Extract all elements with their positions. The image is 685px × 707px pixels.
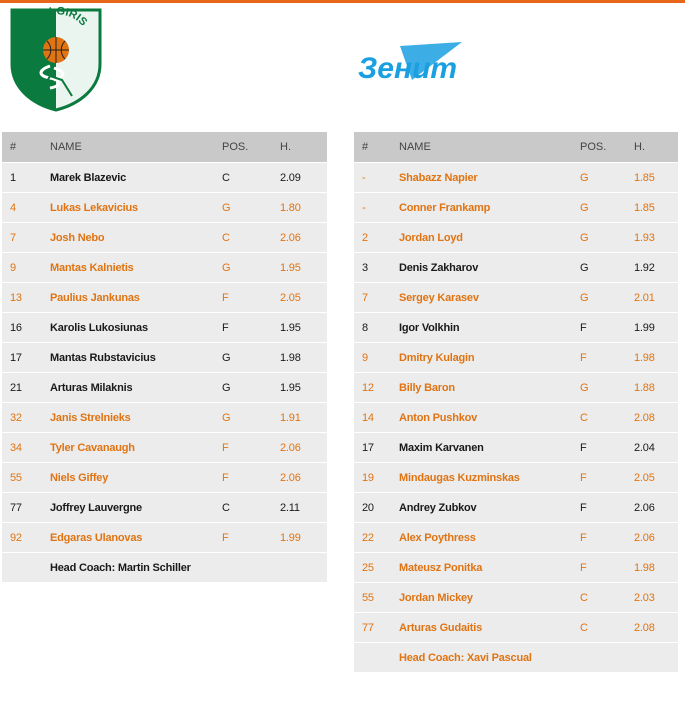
player-height: 1.95: [280, 373, 327, 403]
player-position: G: [222, 403, 280, 433]
player-number: 19: [354, 463, 399, 493]
player-number: 12: [354, 373, 399, 403]
player-number: 4: [2, 193, 50, 223]
player-row[interactable]: [354, 193, 678, 223]
player-number: 34: [2, 433, 50, 463]
player-height: 1.95: [280, 313, 327, 343]
player-row[interactable]: [354, 613, 678, 643]
player-height: 2.01: [634, 283, 678, 313]
player-number: 17: [2, 343, 50, 373]
player-position: G: [222, 193, 280, 223]
player-row[interactable]: [354, 163, 678, 193]
player-position: F: [222, 313, 280, 343]
player-height: 1.88: [634, 373, 678, 403]
player-row[interactable]: [354, 223, 678, 253]
player-height: 1.95: [280, 253, 327, 283]
player-name-link[interactable]: Mindaugas Kuzminskas: [399, 463, 580, 493]
player-row[interactable]: [354, 253, 678, 283]
player-height: 1.92: [634, 253, 678, 283]
player-height: 2.06: [280, 223, 327, 253]
player-name-link: Mantas Rubstavicius: [50, 343, 222, 373]
player-height: 2.06: [634, 523, 678, 553]
player-position: F: [580, 523, 634, 553]
player-number: 77: [2, 493, 50, 523]
player-name-link: Denis Zakharov: [399, 253, 580, 283]
player-position: G: [222, 373, 280, 403]
player-row[interactable]: [354, 553, 678, 583]
player-row[interactable]: [354, 463, 678, 493]
player-position: G: [580, 373, 634, 403]
player-number: 92: [2, 523, 50, 553]
player-name-link: Karolis Lukosiunas: [50, 313, 222, 343]
player-name-link[interactable]: Edgaras Ulanovas: [50, 523, 222, 553]
player-number: 77: [354, 613, 399, 643]
player-position: C: [580, 583, 634, 613]
player-position: F: [580, 553, 634, 583]
player-row[interactable]: [2, 403, 327, 433]
player-name-link[interactable]: Mateusz Ponitka: [399, 553, 580, 583]
player-name-link[interactable]: Conner Frankamp: [399, 193, 580, 223]
player-height: 2.04: [634, 433, 678, 463]
col-position-header[interactable]: POS.: [222, 132, 280, 163]
player-row[interactable]: [2, 373, 327, 403]
player-position: F: [222, 433, 280, 463]
player-position: C: [222, 223, 280, 253]
player-name-link[interactable]: Dmitry Kulagin: [399, 343, 580, 373]
player-row[interactable]: [2, 193, 327, 223]
player-position: C: [222, 493, 280, 523]
player-name-link[interactable]: Janis Strelnieks: [50, 403, 222, 433]
player-height: 2.06: [280, 463, 327, 493]
player-name-link: Andrey Zubkov: [399, 493, 580, 523]
player-name-link: Igor Volkhin: [399, 313, 580, 343]
player-position: F: [580, 433, 634, 463]
player-position: F: [222, 283, 280, 313]
zalgiris-shield-icon: [10, 6, 102, 112]
player-name-link[interactable]: Alex Poythress: [399, 523, 580, 553]
col-height-header[interactable]: H.: [280, 132, 327, 163]
player-name-link[interactable]: Paulius Jankunas: [50, 283, 222, 313]
col-name-header[interactable]: NAME: [50, 132, 222, 163]
head-coach-label[interactable]: Head Coach: Xavi Pascual: [399, 643, 678, 673]
player-row[interactable]: [354, 283, 678, 313]
player-position: G: [222, 343, 280, 373]
player-height: 1.85: [634, 163, 678, 193]
player-position: F: [580, 313, 634, 343]
player-position: C: [580, 403, 634, 433]
player-height: 2.06: [634, 493, 678, 523]
player-row[interactable]: [2, 163, 327, 193]
player-number: 55: [354, 583, 399, 613]
player-row[interactable]: [2, 493, 327, 523]
player-row[interactable]: [354, 343, 678, 373]
home-team-logo[interactable]: [10, 6, 102, 112]
player-height: 1.98: [634, 343, 678, 373]
player-height: 2.08: [634, 403, 678, 433]
player-position: G: [580, 223, 634, 253]
player-name-link: Marek Blazevic: [50, 163, 222, 193]
away-roster-body: [354, 163, 678, 673]
away-logo-text: Зенит: [358, 52, 458, 85]
player-name-link[interactable]: Anton Pushkov: [399, 403, 580, 433]
player-height: 1.80: [280, 193, 327, 223]
coach-spacer: [354, 643, 399, 673]
player-position: G: [222, 253, 280, 283]
player-number: 9: [354, 343, 399, 373]
player-row[interactable]: [354, 313, 678, 343]
player-height: 2.11: [280, 493, 327, 523]
player-number: -: [354, 163, 399, 193]
col-name-header[interactable]: NAME: [399, 132, 580, 163]
player-height: 2.08: [634, 613, 678, 643]
player-name-link: Arturas Milaknis: [50, 373, 222, 403]
player-name-link: Joffrey Lauvergne: [50, 493, 222, 523]
player-row[interactable]: [354, 583, 678, 613]
player-height: 2.03: [634, 583, 678, 613]
player-row[interactable]: [354, 403, 678, 433]
player-row[interactable]: [2, 463, 327, 493]
player-height: 1.99: [634, 313, 678, 343]
player-number: 32: [2, 403, 50, 433]
coach-row: [354, 643, 678, 673]
player-row[interactable]: [354, 373, 678, 403]
player-position: F: [580, 493, 634, 523]
player-number: 16: [2, 313, 50, 343]
player-number: 3: [354, 253, 399, 283]
player-name-link[interactable]: Lukas Lekavicius: [50, 193, 222, 223]
player-height: 2.05: [280, 283, 327, 313]
player-number: 2: [354, 223, 399, 253]
player-position: C: [222, 163, 280, 193]
head-coach-label: Head Coach: Martin Schiller: [50, 553, 327, 583]
player-position: G: [580, 193, 634, 223]
top-accent-bar: [0, 0, 685, 3]
col-position-header[interactable]: POS.: [580, 132, 634, 163]
player-name-link[interactable]: Billy Baron: [399, 373, 580, 403]
player-name-link[interactable]: Tyler Cavanaugh: [50, 433, 222, 463]
player-position: G: [580, 283, 634, 313]
coach-spacer: [2, 553, 50, 583]
player-height: 2.09: [280, 163, 327, 193]
home-logo-text: BC ŽALGIRIS: [18, 6, 90, 40]
player-name-link[interactable]: Jordan Loyd: [399, 223, 580, 253]
home-roster-body: [2, 163, 327, 583]
player-name-link[interactable]: Niels Giffey: [50, 463, 222, 493]
home-roster-header: [2, 132, 327, 163]
player-position: C: [580, 613, 634, 643]
player-number: 1: [2, 163, 50, 193]
player-row[interactable]: [2, 343, 327, 373]
player-height: 1.91: [280, 403, 327, 433]
player-row[interactable]: [2, 523, 327, 553]
player-position: F: [580, 343, 634, 373]
player-height: 1.99: [280, 523, 327, 553]
player-height: 1.98: [634, 553, 678, 583]
player-number: 13: [2, 283, 50, 313]
player-number: 8: [354, 313, 399, 343]
player-row[interactable]: [354, 523, 678, 553]
player-row[interactable]: [2, 313, 327, 343]
player-number: 7: [354, 283, 399, 313]
player-row[interactable]: [2, 253, 327, 283]
player-row[interactable]: [2, 223, 327, 253]
player-number: 25: [354, 553, 399, 583]
player-position: G: [580, 253, 634, 283]
coach-row: [2, 553, 327, 583]
player-number: 55: [2, 463, 50, 493]
player-height: 2.05: [634, 463, 678, 493]
player-number: 7: [2, 223, 50, 253]
player-number: 14: [354, 403, 399, 433]
player-number: 22: [354, 523, 399, 553]
away-team-logo[interactable]: [352, 36, 464, 90]
player-height: 1.85: [634, 193, 678, 223]
col-number-header[interactable]: #: [354, 132, 399, 163]
col-height-header[interactable]: H.: [634, 132, 678, 163]
player-number: 21: [2, 373, 50, 403]
zenit-logo-icon: [352, 36, 464, 90]
player-height: 1.98: [280, 343, 327, 373]
player-name-link[interactable]: Josh Nebo: [50, 223, 222, 253]
player-name-link[interactable]: Shabazz Napier: [399, 163, 580, 193]
player-number: 9: [2, 253, 50, 283]
away-roster-header: [354, 132, 678, 163]
col-number-header[interactable]: #: [2, 132, 50, 163]
player-row[interactable]: [354, 493, 678, 523]
player-number: -: [354, 193, 399, 223]
player-position: F: [222, 463, 280, 493]
player-row[interactable]: [354, 433, 678, 463]
player-name-link[interactable]: Jordan Mickey: [399, 583, 580, 613]
player-name-link[interactable]: Mantas Kalnietis: [50, 253, 222, 283]
player-number: 17: [354, 433, 399, 463]
player-row[interactable]: [2, 433, 327, 463]
player-row[interactable]: [2, 283, 327, 313]
player-name-link[interactable]: Arturas Gudaitis: [399, 613, 580, 643]
player-name-link[interactable]: Sergey Karasev: [399, 283, 580, 313]
player-position: F: [222, 523, 280, 553]
player-height: 1.93: [634, 223, 678, 253]
player-position: F: [580, 463, 634, 493]
home-roster-table: [2, 132, 327, 583]
player-name-link: Maxim Karvanen: [399, 433, 580, 463]
player-height: 2.06: [280, 433, 327, 463]
player-number: 20: [354, 493, 399, 523]
away-roster-table: [354, 132, 678, 673]
player-position: G: [580, 163, 634, 193]
